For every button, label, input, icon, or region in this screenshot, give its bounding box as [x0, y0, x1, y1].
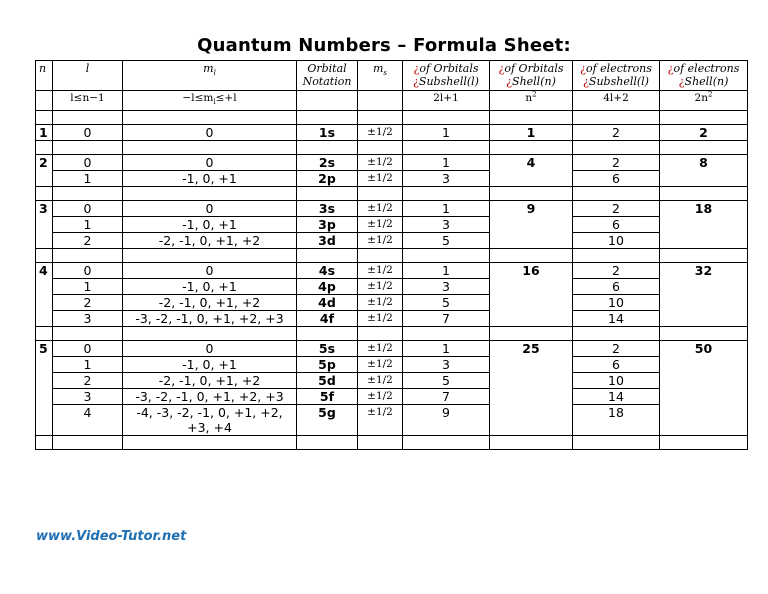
orbitals-per-shell: 9 [490, 201, 573, 249]
orbital-notation: 2p [297, 171, 358, 187]
shell-n: 4 [36, 263, 53, 327]
empty-cell [660, 249, 748, 263]
empty-cell [297, 111, 358, 125]
l-value: 0 [53, 263, 123, 279]
l-value: 0 [53, 201, 123, 217]
orbital-notation: 5p [297, 357, 358, 373]
orbitals-per-subshell: 7 [403, 311, 490, 327]
ms-value: ±1/2 [358, 295, 403, 311]
l-value: 1 [53, 217, 123, 233]
empty-cell [403, 436, 490, 450]
subshell-row [36, 155, 748, 171]
orbital-notation: 5f [297, 389, 358, 405]
empty-cell [123, 111, 297, 125]
electrons-per-shell: 2 [660, 125, 748, 141]
orbitals-per-shell: 4 [490, 155, 573, 187]
orbitals-per-subshell: 3 [403, 357, 490, 373]
ms-value: ±1/2 [358, 201, 403, 217]
subshell-row [36, 311, 748, 327]
subshell-row [36, 357, 748, 373]
formula-orbitals-shell: $n^2$ [490, 91, 573, 111]
formula-orbitals-subshell: 2l+1 [403, 91, 490, 111]
electrons-per-subshell: 10 [573, 373, 660, 389]
ms-value: ±1/2 [358, 217, 403, 233]
empty-cell [123, 249, 297, 263]
empty-cell [358, 436, 403, 450]
empty-cell [403, 111, 490, 125]
orbitals-per-subshell: 1 [403, 263, 490, 279]
empty-cell [123, 187, 297, 201]
l-value: 2 [53, 233, 123, 249]
empty-cell [36, 111, 53, 125]
orbitals-per-shell: 1 [490, 125, 573, 141]
spacer-row [36, 249, 748, 263]
empty-cell [660, 436, 748, 450]
empty-cell [490, 141, 573, 155]
subshell-row [36, 373, 748, 389]
empty-cell [297, 249, 358, 263]
subshell-row [36, 171, 748, 187]
empty-cell [403, 187, 490, 201]
electrons-per-subshell: 2 [573, 263, 660, 279]
l-value: 1 [53, 279, 123, 295]
empty-cell [36, 187, 53, 201]
orbital-notation: 4f [297, 311, 358, 327]
l-value: 3 [53, 389, 123, 405]
empty-cell [573, 327, 660, 341]
orbitals-per-subshell: 7 [403, 389, 490, 405]
ms-value: ±1/2 [358, 311, 403, 327]
empty-cell [358, 111, 403, 125]
empty-cell [358, 187, 403, 201]
ms-value: ±1/2 [358, 171, 403, 187]
orbitals-per-shell: 16 [490, 263, 573, 327]
empty-cell [297, 187, 358, 201]
spacer-row [36, 327, 748, 341]
ml-values: -2, -1, 0, +1, +2 [123, 295, 297, 311]
quantum-numbers-table [35, 60, 748, 450]
orbitals-per-subshell: 3 [403, 279, 490, 295]
empty-cell [53, 187, 123, 201]
header-orbitals-per-shell: ¿of Orbitals ¿Shell(n) [490, 61, 573, 91]
orbitals-per-subshell: 3 [403, 217, 490, 233]
l-value: 4 [53, 405, 123, 436]
empty-cell [36, 249, 53, 263]
ml-values: -3, -2, -1, 0, +1, +2, +3 [123, 389, 297, 405]
ml-values: 0 [123, 125, 297, 141]
ml-values: 0 [123, 263, 297, 279]
formula-row [36, 91, 748, 111]
empty-cell [403, 249, 490, 263]
subshell-row [36, 263, 748, 279]
empty-cell [36, 141, 53, 155]
formula-electrons-subshell: 4l+2 [573, 91, 660, 111]
ml-values: -1, 0, +1 [123, 279, 297, 295]
empty-cell [297, 141, 358, 155]
orbitals-per-subshell: 1 [403, 125, 490, 141]
empty-cell [573, 436, 660, 450]
orbitals-per-subshell: 9 [403, 405, 490, 436]
empty-cell [403, 327, 490, 341]
shell-n: 3 [36, 201, 53, 249]
l-value: 0 [53, 125, 123, 141]
electrons-per-subshell: 18 [573, 405, 660, 436]
ml-values: 0 [123, 341, 297, 357]
empty-cell [358, 249, 403, 263]
ms-value: ±1/2 [358, 263, 403, 279]
ms-value: ±1/2 [358, 155, 403, 171]
ml-values: 0 [123, 201, 297, 217]
empty-cell [53, 436, 123, 450]
ml-values: -1, 0, +1 [123, 357, 297, 373]
orbitals-per-subshell: 1 [403, 201, 490, 217]
empty-cell [660, 141, 748, 155]
electrons-per-subshell: 2 [573, 155, 660, 171]
ms-value: ±1/2 [358, 389, 403, 405]
l-value: 2 [53, 373, 123, 389]
empty-cell [660, 111, 748, 125]
orbital-notation: 3s [297, 201, 358, 217]
empty-cell [36, 327, 53, 341]
ml-values: -2, -1, 0, +1, +2 [123, 373, 297, 389]
ml-values: -2, -1, 0, +1, +2 [123, 233, 297, 249]
electrons-per-subshell: 10 [573, 295, 660, 311]
formula-ms [358, 91, 403, 111]
formula-orbital-notation [297, 91, 358, 111]
ml-values: -4, -3, -2, -1, 0, +1, +2, +3, +4 [123, 405, 297, 436]
ml-values: -3, -2, -1, 0, +1, +2, +3 [123, 311, 297, 327]
orbitals-per-subshell: 5 [403, 295, 490, 311]
header-row [36, 61, 748, 91]
empty-cell [53, 327, 123, 341]
header-electrons-per-subshell: ¿of electrons ¿Subshell(l) [573, 61, 660, 91]
orbital-notation: 4s [297, 263, 358, 279]
electrons-per-subshell: 10 [573, 233, 660, 249]
formula-electrons-shell: $2n^2$ [660, 91, 748, 111]
electrons-per-subshell: 6 [573, 279, 660, 295]
electrons-per-shell: 8 [660, 155, 748, 187]
ml-values: -1, 0, +1 [123, 217, 297, 233]
orbital-notation: 3d [297, 233, 358, 249]
empty-cell [490, 436, 573, 450]
electrons-per-shell: 50 [660, 341, 748, 436]
website-link[interactable]: www.Video-Tutor.net [36, 529, 187, 544]
empty-cell [358, 327, 403, 341]
ml-values: -1, 0, +1 [123, 171, 297, 187]
ms-value: ±1/2 [358, 279, 403, 295]
electrons-per-subshell: 2 [573, 125, 660, 141]
spacer-row [36, 141, 748, 155]
empty-cell [123, 141, 297, 155]
empty-cell [123, 327, 297, 341]
subshell-row [36, 279, 748, 295]
empty-cell [573, 187, 660, 201]
formula-ml-range: $-l\le m_l\le+l$ [123, 91, 297, 111]
empty-cell [573, 141, 660, 155]
electrons-per-subshell: 2 [573, 341, 660, 357]
orbital-notation: 5d [297, 373, 358, 389]
empty-cell [297, 436, 358, 450]
ms-value: ±1/2 [358, 405, 403, 436]
ms-value: ±1/2 [358, 357, 403, 373]
header-electrons-per-shell: ¿of electrons ¿Shell(n) [660, 61, 748, 91]
empty-cell [53, 111, 123, 125]
empty-cell [490, 111, 573, 125]
ml-values: 0 [123, 155, 297, 171]
empty-cell [660, 187, 748, 201]
header-ms: $m_s$ [358, 61, 403, 91]
header-l: l [53, 61, 123, 91]
formula-l-range: l≤n−1 [53, 91, 123, 111]
l-value: 1 [53, 357, 123, 373]
spacer-row [36, 111, 748, 125]
ms-value: ±1/2 [358, 125, 403, 141]
empty-cell [490, 249, 573, 263]
subshell-row [36, 295, 748, 311]
orbital-notation: 2s [297, 155, 358, 171]
empty-cell [660, 327, 748, 341]
header-n: n [36, 61, 53, 91]
electrons-per-subshell: 14 [573, 311, 660, 327]
ms-value: ±1/2 [358, 341, 403, 357]
ms-value: ±1/2 [358, 373, 403, 389]
electrons-per-subshell: 6 [573, 171, 660, 187]
empty-cell [123, 436, 297, 450]
orbital-notation: 1s [297, 125, 358, 141]
subshell-row [36, 201, 748, 217]
header-orbitals-per-subshell: ¿of Orbitals ¿Subshell(l) [403, 61, 490, 91]
l-value: 3 [53, 311, 123, 327]
orbitals-per-shell: 25 [490, 341, 573, 436]
spacer-row [36, 187, 748, 201]
empty-cell [573, 111, 660, 125]
subshell-row [36, 233, 748, 249]
header-ml: $m_l$ [123, 61, 297, 91]
empty-cell [36, 436, 53, 450]
empty-cell [403, 141, 490, 155]
l-value: 0 [53, 341, 123, 357]
empty-cell [53, 141, 123, 155]
empty-cell [297, 327, 358, 341]
formula-n [36, 91, 53, 111]
l-value: 1 [53, 171, 123, 187]
subshell-row [36, 125, 748, 141]
orbitals-per-subshell: 5 [403, 373, 490, 389]
electrons-per-shell: 32 [660, 263, 748, 327]
orbital-notation: 4p [297, 279, 358, 295]
orbital-notation: 5g [297, 405, 358, 436]
orbitals-per-subshell: 1 [403, 341, 490, 357]
empty-cell [490, 327, 573, 341]
shell-n: 2 [36, 155, 53, 187]
shell-n: 1 [36, 125, 53, 141]
orbitals-per-subshell: 5 [403, 233, 490, 249]
orbital-notation: 3p [297, 217, 358, 233]
ms-value: ±1/2 [358, 233, 403, 249]
electrons-per-subshell: 2 [573, 201, 660, 217]
orbitals-per-subshell: 1 [403, 155, 490, 171]
subshell-row [36, 341, 748, 357]
electrons-per-shell: 18 [660, 201, 748, 249]
page-title: Quantum Numbers – Formula Sheet: [197, 35, 571, 56]
shell-n: 5 [36, 341, 53, 436]
electrons-per-subshell: 14 [573, 389, 660, 405]
orbitals-per-subshell: 3 [403, 171, 490, 187]
orbital-notation: 4d [297, 295, 358, 311]
empty-cell [53, 249, 123, 263]
header-orbital-notation: Orbital Notation [297, 61, 358, 91]
l-value: 2 [53, 295, 123, 311]
electrons-per-subshell: 6 [573, 357, 660, 373]
subshell-row [36, 389, 748, 405]
electrons-per-subshell: 6 [573, 217, 660, 233]
l-value: 0 [53, 155, 123, 171]
empty-cell [573, 249, 660, 263]
subshell-row [36, 217, 748, 233]
spacer-row [36, 436, 748, 450]
empty-cell [358, 141, 403, 155]
orbital-notation: 5s [297, 341, 358, 357]
subshell-row [36, 405, 748, 436]
empty-cell [490, 187, 573, 201]
